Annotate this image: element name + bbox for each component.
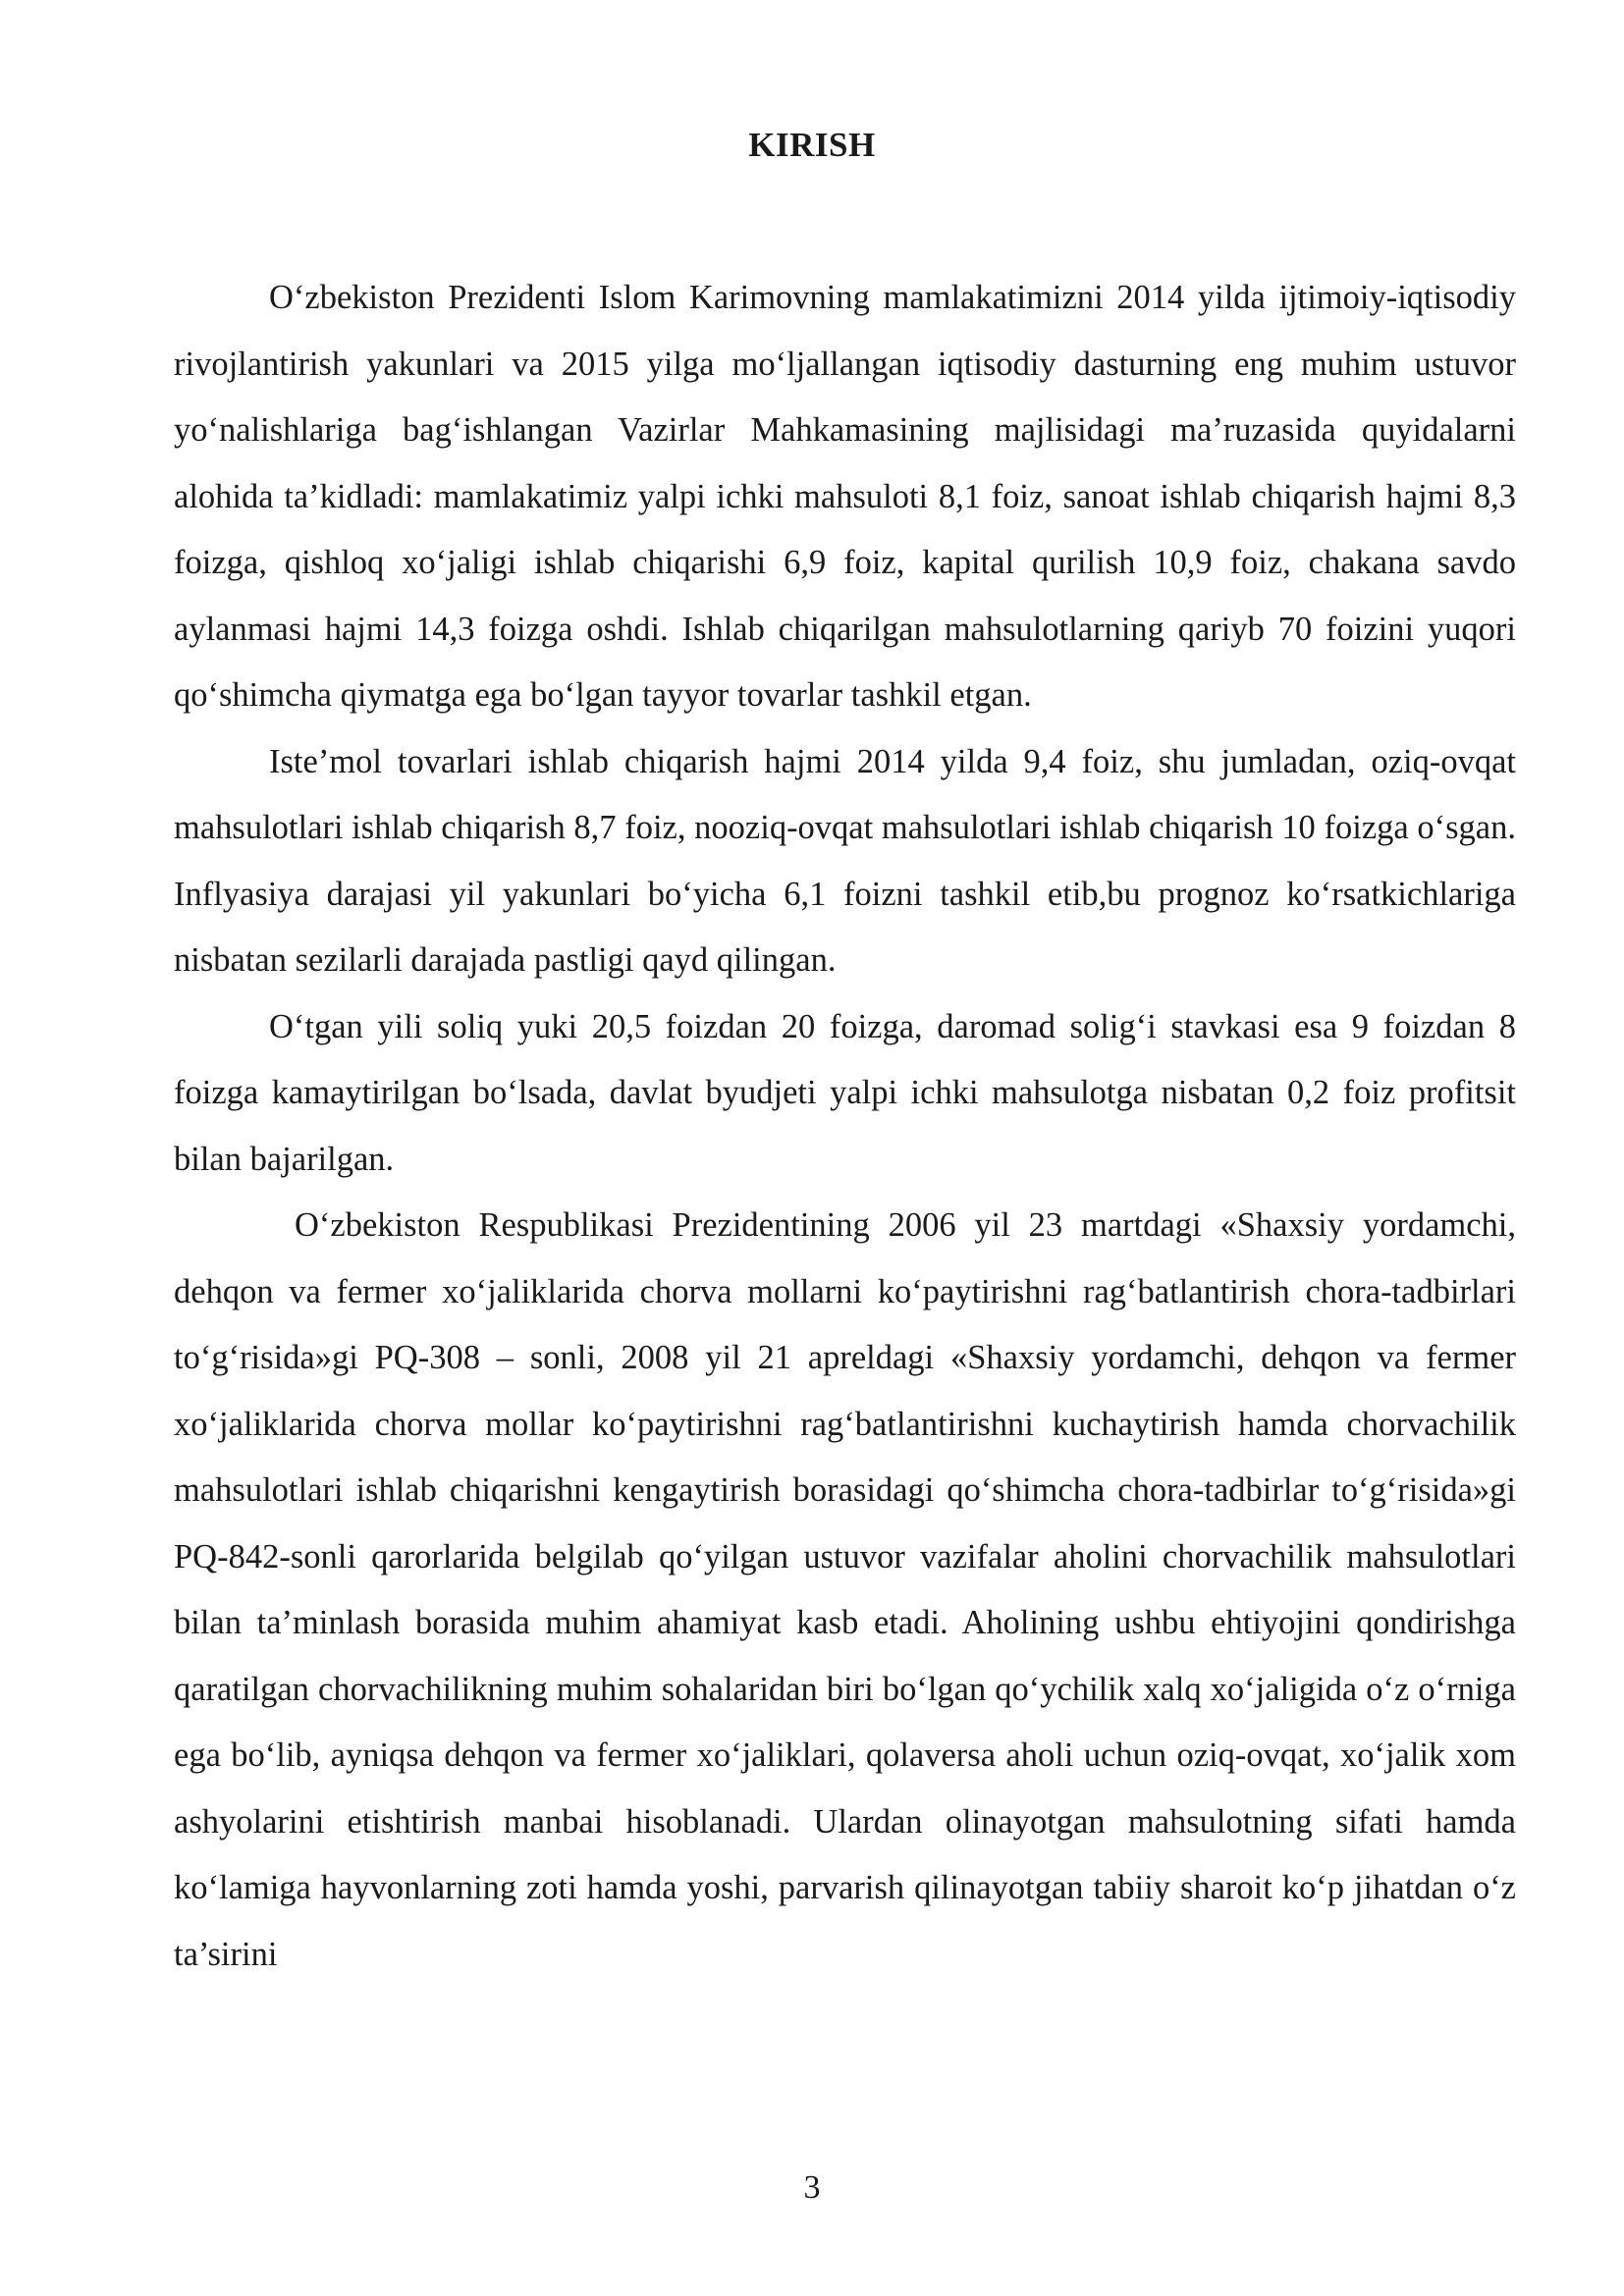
page-title: KIRISH [748,126,876,164]
paragraph-4: O‘zbekiston Respublikasi Prezidentining 2006 yil 23 martdagi «Shaxsiy yordamchi, dehqon va fermer xo‘jaliklarida chorva mollarni ko‘paytirishni rag‘batlantirish chora-tadbirlari to‘g‘risida»gi PQ-308 – sonli, 2008 yil 21 apreldagi «Shaxsiy yordamchi, dehqon va fermer xo‘jaliklarida chorva mollar ko‘paytirishni rag‘batlantirishni kuchaytirish hamda chorvachilik mahsulotlari ishlab chiqarishni kengaytirish borasidagi qo‘shimcha chora-tadbirlar to‘g‘risida»gi PQ-842-sonli qarorlarida belgilab qo‘yilgan ustuvor vazifalar aholini chorvachilik mahsulotlari bilan ta’minlash borasida muhim ahamiyat kasb etadi. Aholining ushbu ehtiyojini qondirishga qaratilgan chorvachilikning muhim sohalaridan biri bo‘lgan qo‘ychilik xalq xo‘jaligida o‘z o‘rniga ega bo‘lib, ayniqsa dehqon va fermer xo‘jaliklari, qolaversa aholi uchun oziq-ovqat, xo‘jalik xom ashyolarini etishtirish manbai hisoblanadi. Ulardan olinayotgan mahsulotning sifati hamda ko‘lamiga hayvonlarning zoti hamda yoshi, parvarish qilinayotgan tabiiy sharoit ko‘p jihatdan o‘z ta’sirini [174,1206,1516,1973]
paragraph-3: O‘tgan yili soliq yuki 20,5 foizdan 20 foizga, daromad solig‘i stavkasi esa 9 foizdan 8 foizga kamaytirilgan bo‘lsada, davlat byudjeti yalpi ichki mahsulotga nisbatan 0,2 foiz profitsit bilan bajarilgan. [174,1007,1516,1178]
body-text [174,265,1516,1988]
paragraph-2: Iste’mol tovarlari ishlab chiqarish hajmi 2014 yilda 9,4 foiz, shu jumladan, oziq-ovqat mahsulotlari ishlab chiqarish 8,7 foiz, nooziq-ovqat mahsulotlari ishlab chiqarish 10 foizga o‘sgan. Inflyasiya darajasi yil yakunlari bo‘yicha 6,1 foizni tashkil etib,bu prognoz ko‘rsatkichlariga nisbatan sezilarli darajada pastligi qayd qilingan. [174,742,1516,979]
paragraph-1: O‘zbekiston Prezidenti Islom Karimovning mamlakatimizni 2014 yilda ijtimoiy-iqtisodiy rivojlantirish yakunlari va 2015 yilga mo‘ljallangan iqtisodiy dasturning eng muhim ustuvor yo‘nalishlariga bag‘ishlangan Vazirlar Mahkamasining majlisidagi ma’ruzasida quyidalarni alohida ta’kidladi: mamlakatimiz yalpi ichki mahsuloti 8,1 foiz, sanoat ishlab chiqarish hajmi 8,3 foizga, qishloq xo‘jaligi ishlab chiqarishi 6,9 foiz, kapital qurilish 10,9 foiz, chakana savdo aylanmasi hajmi 14,3 foizga oshdi. Ishlab chiqarilgan mahsulotlarning qariyb 70 foizini yuqori qo‘shimcha qiymatga ega bo‘lgan tayyor tovarlar tashkil etgan. [174,279,1516,714]
page-number: 3 [803,2169,821,2206]
